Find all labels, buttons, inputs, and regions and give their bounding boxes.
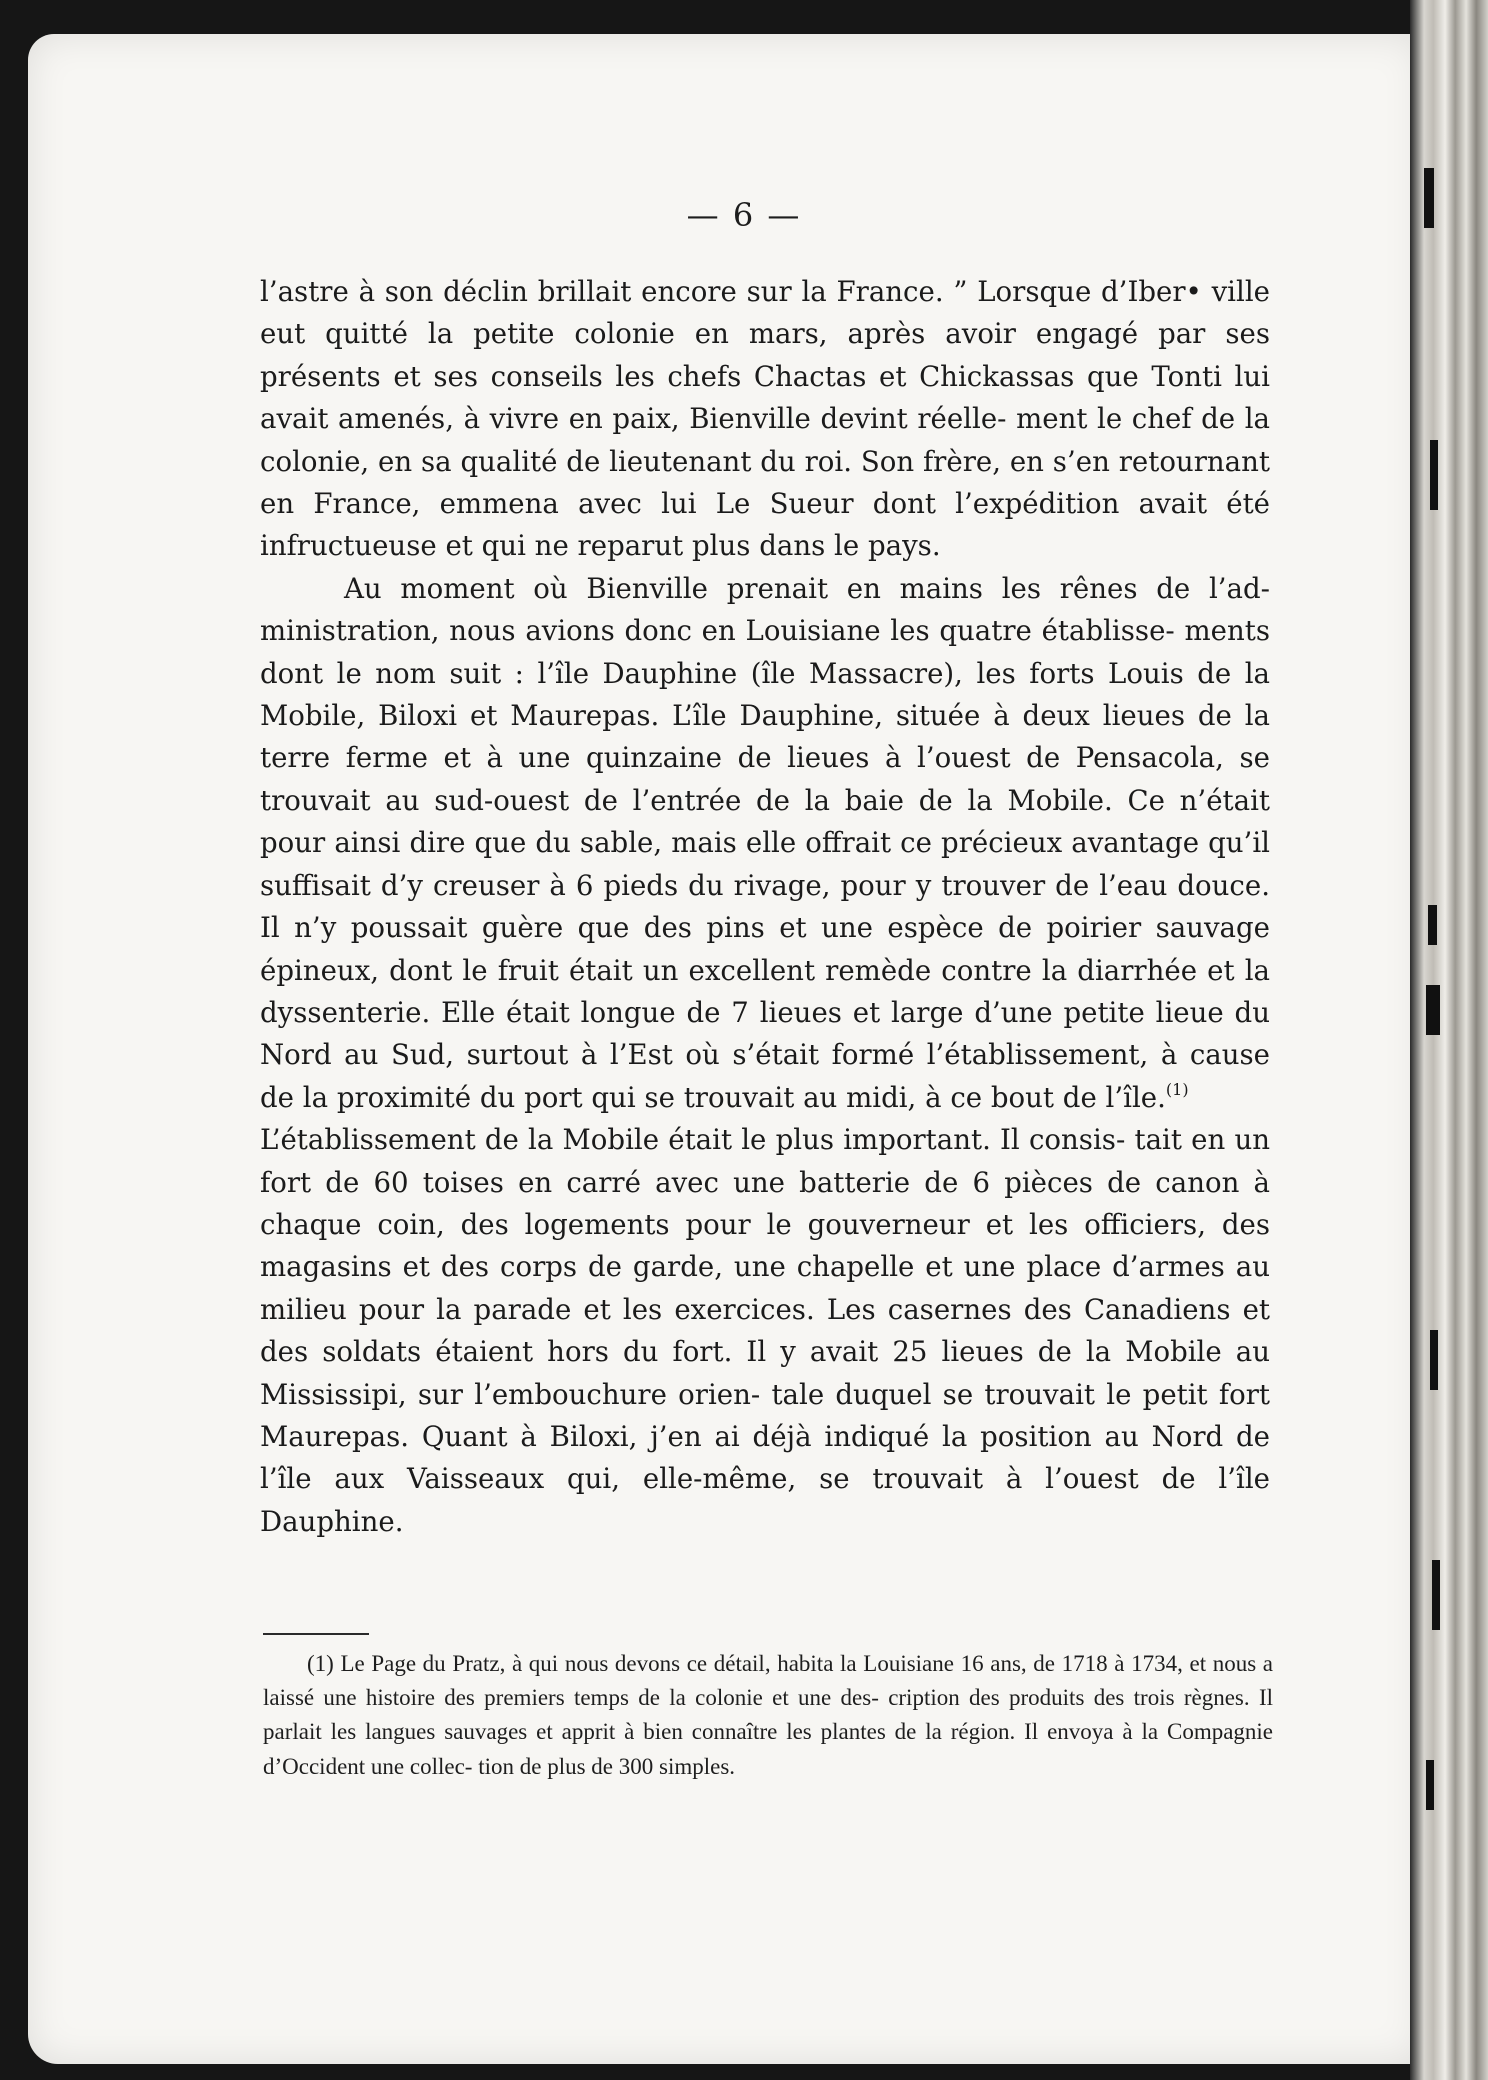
text-line: casernes des Canadiens et des soldats étaient hors du fort. Il y — [260, 1292, 1270, 1369]
text-line: des pins et une espèce de poirier sauvage épineux, dont le fruit — [260, 911, 1270, 987]
text-line: ses présents et ses conseils les chefs Chactas et Chickassas que — [260, 317, 1270, 393]
text-line: officiers, des magasins et des corps de garde, une chapelle et une — [260, 1207, 1270, 1284]
edge-mark — [1430, 440, 1438, 510]
footnote-line: (1) Le Page du Pratz, à qui nous devons ce détail, habita la Louisiane 16 ans, de — [307, 1651, 1055, 1676]
text-line: ce précieux avantage qu’il suffisait d’y creuser à 6 pieds du — [260, 826, 1270, 902]
edge-mark — [1428, 905, 1437, 945]
text-line: j’en ai déjà indiqué la position au Nord de l’île aux Vaisseaux qui, — [260, 1419, 1270, 1496]
text-line: de Pensacola, se trouvait au sud-ouest de l’entrée de la baie de la — [260, 741, 1270, 817]
footnote-paragraph — [263, 1647, 1273, 1784]
text-line: proximité du port qui se trouvait au midi, à ce bout de l’île. — [336, 1080, 1166, 1114]
text-line: dont l’expédition avait été infructueuse et qui ne reparut plus — [260, 487, 1270, 563]
text-line: ville eut quitté la petite colonie en mars, après avoir engagé par — [260, 275, 1270, 351]
text-line: Elle était longue de 7 lieues et large d’une petite lieue du Nord au — [260, 995, 1270, 1072]
edge-mark — [1426, 1760, 1434, 1810]
edge-mark — [1432, 1560, 1440, 1630]
paragraph — [260, 271, 1270, 568]
book-edge — [1410, 0, 1488, 2080]
text-line: l’astre à son déclin brillait encore sur la France. ” Lorsque d’Iber• — [260, 275, 1202, 308]
paragraph — [260, 568, 1270, 1119]
text-line: ministration, nous avions donc en Louisiane les quatre établisse- — [260, 614, 1175, 648]
text-line: L’établissement de la Mobile était le plus important. Il consis- — [260, 1123, 1126, 1157]
text-line: deux lieues de la terre ferme et à une quinzaine de lieues à l’ouest — [260, 699, 1270, 775]
text-line: Tonti lui avait amenés, à vivre en paix, Bienville devint réelle- — [260, 359, 1270, 436]
text-line: ments dont le nom suit : l’île Dauphine (île Massacre), les forts — [260, 614, 1270, 690]
text-line: était un excellent remède contre la diarrhée et la dyssenterie. — [260, 953, 1270, 1029]
footnote — [263, 1647, 1273, 1784]
text-line: Sud, surtout à l’Est où s’était formé l’établissement, à cause de la — [260, 1038, 1271, 1114]
footnote-reference: (1) — [1165, 1079, 1189, 1099]
footnote-line: tion de plus de 300 simples. — [478, 1753, 736, 1779]
text-line: Louis de la Mobile, Biloxi et Maurepas. L’île Dauphine, située à — [260, 656, 1270, 733]
text-line: tale duquel se trouvait le petit fort Maurepas. Quant à Biloxi, — [260, 1377, 1270, 1453]
text-line: Au moment où Bienville prenait en mains les rênes de l’ad- — [344, 571, 1270, 605]
text-line: ment le chef de la colonie, en sa qualité de lieutenant du roi. Son — [260, 402, 1270, 478]
edge-mark — [1430, 1330, 1438, 1390]
text-line: avait 25 lieues de la Mobile au Mississipi, sur l’embouchure orien- — [260, 1335, 1270, 1411]
footnote-separator — [263, 1633, 369, 1635]
paragraph — [260, 1119, 1270, 1543]
edge-mark — [1426, 985, 1440, 1035]
text-line: elle-même, se trouvait à l’ouest de l’île Dauphine. — [260, 1462, 1270, 1538]
text-line: Mobile. Ce n’était pour ainsi dire que du sable, mais elle offrait — [260, 783, 1270, 860]
footnote-line: cription des produits des trois règnes. Il parlait les langues sauvages et apprit à bien — [263, 1685, 1273, 1745]
footnote-line: connaître les plantes de la région. Il envoya à la Compagnie d’Occident une collec- — [263, 1719, 1274, 1779]
text-line: rivage, pour y trouver de l’eau douce. Il n’y poussait guère que — [260, 868, 1270, 945]
body-text — [260, 271, 1270, 1543]
page-number: — 6 — — [686, 196, 802, 234]
text-line: frère, en s’en retournant en France, emmena avec lui Le Sueur — [260, 444, 1270, 521]
text-line: place d’armes au milieu pour la parade et les exercices. Les — [260, 1250, 1270, 1326]
text-line: dans le pays. — [759, 529, 941, 563]
footnote-line: 1718 à 1734, et nous a laissé une histoire des premiers temps de la colonie et une des- — [263, 1651, 1274, 1711]
text-line: tait en un fort de 60 toises en carré avec une batterie de 6 pièces — [260, 1123, 1270, 1199]
text-line: de canon à chaque coin, des logements pour le gouverneur et les — [260, 1165, 1270, 1241]
